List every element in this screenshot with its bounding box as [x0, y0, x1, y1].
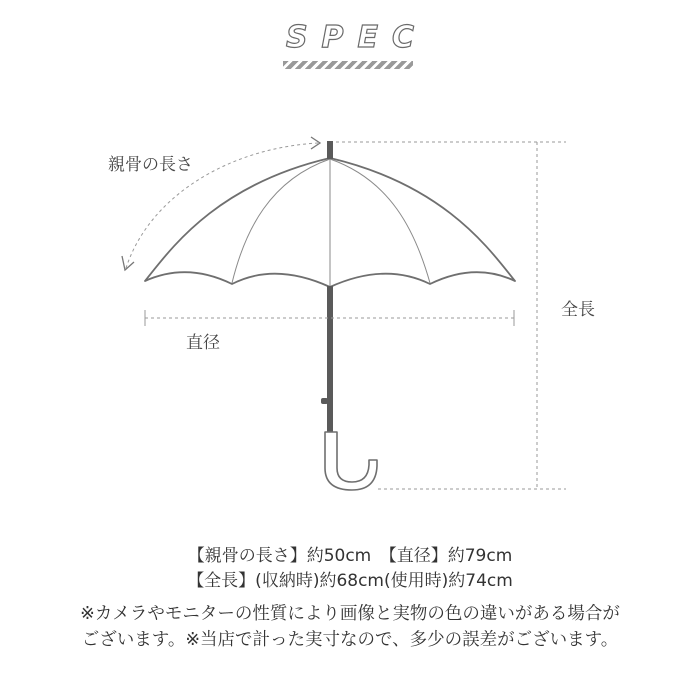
spec-title: SPEC [285, 20, 429, 55]
note-color-disclaimer: ※カメラやモニターの性質により画像と実物の色の違いがある場合が [80, 604, 620, 624]
spec-rib-diameter: 【親骨の長さ】約50cm 【直径】約79cm [187, 546, 513, 566]
rib-arrow-head-left [122, 256, 134, 270]
total-length-label: 全長 [561, 300, 595, 320]
spec-total-length: 【全長】(収納時)約68cm(使用時)約74cm [187, 571, 513, 591]
rib-length-label: 親骨の長さ [108, 155, 193, 175]
note-measurement-disclaimer: ございます。※当店で計った実寸なので、多少の誤差がございます。 [81, 630, 619, 650]
umbrella-shaft [327, 286, 333, 434]
umbrella-handle [325, 432, 377, 490]
umbrella-tip [327, 141, 333, 159]
umbrella-button [321, 398, 328, 404]
diameter-label: 直径 [186, 333, 220, 353]
